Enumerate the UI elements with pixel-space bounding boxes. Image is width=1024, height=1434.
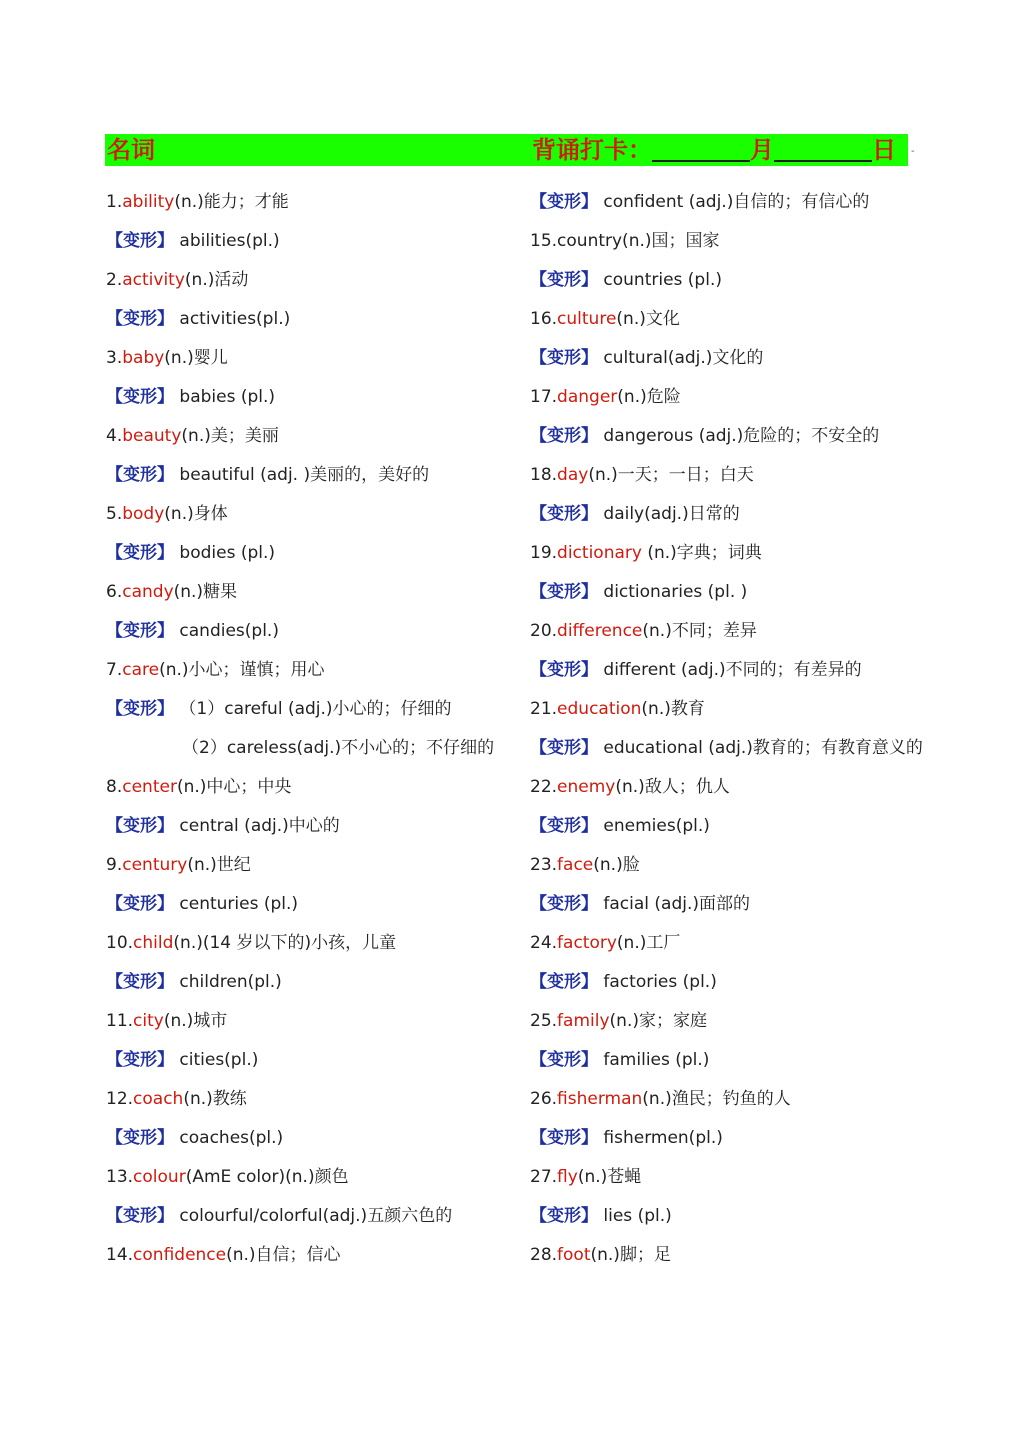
entry-number: 16.: [530, 309, 558, 329]
checkin-label: [532, 134, 896, 166]
entry-definition: (n.)(14 岁以下的)小孩，儿童: [173, 933, 397, 953]
entry-number: 1.: [106, 192, 123, 212]
variant-text: dictionaries (pl. ): [598, 582, 748, 602]
entry-number: 14.: [106, 1245, 134, 1265]
variant-text: （2）careless(adj.)不小心的；不仔细的: [182, 738, 495, 758]
entry-number: 25.: [530, 1011, 558, 1031]
day-blank: [774, 134, 872, 162]
variant-entry: [530, 963, 930, 1002]
entry-definition: (n.)教练: [183, 1089, 247, 1109]
vocab-entry: [106, 1158, 506, 1197]
variant-tag: 【变形】: [530, 192, 598, 212]
vocab-word: baby: [122, 348, 165, 368]
vocab-entry: [106, 339, 506, 378]
variant-tag: 【变形】: [106, 1128, 174, 1148]
variant-text: cultural(adj.)文化的: [598, 348, 764, 368]
entry-definition: (n.)美；美丽: [181, 426, 279, 446]
entry-number: 13.: [106, 1167, 134, 1187]
vocab-entry: [106, 924, 506, 963]
variant-tag: 【变形】: [106, 231, 174, 251]
right-column: [530, 183, 930, 1275]
variant-text: facial (adj.)面部的: [598, 894, 751, 914]
checkin-text: 背诵打卡：: [532, 136, 652, 164]
entry-number: 3.: [106, 348, 123, 368]
section-title: 名词: [107, 136, 155, 164]
entry-number: 22.: [530, 777, 558, 797]
entry-definition: (n.)苍蝇: [577, 1167, 642, 1187]
variant-tag: 【变形】: [530, 1128, 598, 1148]
vocab-word: face: [557, 855, 594, 875]
variant-entry: [530, 1119, 930, 1158]
entry-definition: (n.)文化: [616, 309, 680, 329]
vocab-word: candy: [122, 582, 174, 602]
vocab-word: culture: [557, 309, 617, 329]
vocab-entry: [530, 1236, 930, 1275]
variant-text: candies(pl.): [174, 621, 279, 641]
variant-text: daily(adj.)日常的: [598, 504, 740, 524]
vocab-entry: [530, 1002, 930, 1041]
variant-tag: 【变形】: [106, 465, 174, 485]
variant-text: cities(pl.): [174, 1050, 259, 1070]
vocab-entry: [530, 924, 930, 963]
variant-tag: 【变形】: [106, 309, 174, 329]
entry-definition: (n.)中心；中央: [176, 777, 292, 797]
variant-tag: 【变形】: [530, 660, 598, 680]
variant-entry: [106, 963, 506, 1002]
variant-entry: [530, 417, 930, 456]
vocab-word: body: [122, 504, 165, 524]
vocab-entry: [106, 651, 506, 690]
variant-entry: [530, 1197, 930, 1236]
header-bar: [105, 134, 908, 166]
entry-number: 11.: [106, 1011, 134, 1031]
vocab-entry: [106, 417, 506, 456]
entry-number: 2.: [106, 270, 123, 290]
variant-entry: [530, 339, 930, 378]
vocab-word: family: [557, 1011, 610, 1031]
entry-number: 23.: [530, 855, 558, 875]
vocab-word: city: [133, 1011, 164, 1031]
variant-tag: 【变形】: [530, 894, 598, 914]
entry-number: 7.: [106, 660, 123, 680]
variant-tag: 【变形】: [530, 972, 598, 992]
entry-definition: (n.)小心；谨慎；用心: [159, 660, 325, 680]
entry-definition: (n.)城市: [163, 1011, 228, 1031]
vocab-word: child: [133, 933, 174, 953]
vocab-entry: [106, 573, 506, 612]
month-blank: [652, 134, 750, 162]
entry-number: 9.: [106, 855, 123, 875]
vocab-word: fisherman: [557, 1089, 643, 1109]
entry-definition: (n.)身体: [164, 504, 228, 524]
variant-entry: [106, 1119, 506, 1158]
vocab-entry: [106, 261, 506, 300]
variant-tag: 【变形】: [530, 582, 598, 602]
vocab-entry: [530, 456, 930, 495]
variant-text: central (adj.)中心的: [174, 816, 340, 836]
vocab-word: center: [122, 777, 177, 797]
variant-entry: [106, 222, 506, 261]
variant-text: families (pl.): [598, 1050, 710, 1070]
variant-text: colourful/colorful(adj.)五颜六色的: [174, 1206, 453, 1226]
vocab-word: foot: [557, 1245, 591, 1265]
vocab-entry: [530, 300, 930, 339]
variant-text: bodies (pl.): [174, 543, 276, 563]
variant-tag: 【变形】: [106, 894, 174, 914]
variant-tag: 【变形】: [530, 816, 598, 836]
variant-tag: 【变形】: [530, 1206, 598, 1226]
vocab-word: fly: [557, 1167, 578, 1187]
variant-entry: [530, 183, 930, 222]
vocab-word: dictionary: [557, 543, 642, 563]
vocab-entry: [106, 768, 506, 807]
vocab-word: coach: [133, 1089, 184, 1109]
variant-entry: [106, 534, 506, 573]
entry-number: 19.: [530, 543, 558, 563]
variant-tag: 【变形】: [106, 543, 174, 563]
entry-number: 8.: [106, 777, 123, 797]
variant-entry: [530, 573, 930, 612]
variant-text: abilities(pl.): [174, 231, 280, 251]
vocab-entry: [106, 495, 506, 534]
variant-tag: 【变形】: [530, 348, 598, 368]
entry-number: 17.: [530, 387, 558, 407]
variant-entry: [106, 300, 506, 339]
variant-tag: 【变形】: [106, 621, 174, 641]
vocab-word: ability: [122, 192, 175, 212]
entry-definition: (n.)工厂: [616, 933, 681, 953]
variant-entry: [530, 495, 930, 534]
variant-text: enemies(pl.): [598, 816, 710, 836]
vocab-entry: [530, 1158, 930, 1197]
vocab-word: colour: [133, 1167, 186, 1187]
variant-text: beautiful (adj. )美丽的，美好的: [174, 465, 430, 485]
variant-text: centuries (pl.): [174, 894, 299, 914]
variant-tag: 【变形】: [106, 1206, 174, 1226]
header-tail-mark: -: [911, 146, 915, 157]
vocab-word: day: [557, 465, 589, 485]
entry-definition: (n.)危险: [617, 387, 681, 407]
variant-text: lies (pl.): [598, 1206, 672, 1226]
entry-definition: (n.)敌人；仇人: [615, 777, 730, 797]
variant-tag: 【变形】: [106, 1050, 174, 1070]
entry-definition: (n.)能力；才能: [174, 192, 289, 212]
variant-entry: [106, 1041, 506, 1080]
variant-entry: [530, 651, 930, 690]
variant-text: activities(pl.): [174, 309, 291, 329]
entry-definition: (n.)不同；差异: [642, 621, 757, 641]
vocab-entry: [530, 612, 930, 651]
vocab-word: education: [557, 699, 642, 719]
entry-number: 20.: [530, 621, 558, 641]
entry-number: 10.: [106, 933, 134, 953]
variant-tag: 【变形】: [530, 738, 598, 758]
vocab-entry: [530, 1080, 930, 1119]
day-label: 日: [872, 136, 896, 164]
vocab-word: difference: [557, 621, 643, 641]
vocab-entry: [530, 378, 930, 417]
variant-entry: [106, 885, 506, 924]
variant-entry: [106, 612, 506, 651]
variant-text: confident (adj.)自信的；有信心的: [598, 192, 870, 212]
entry-number: 6.: [106, 582, 123, 602]
entry-definition: (n.)糖果: [173, 582, 238, 602]
variant-entry: [530, 1041, 930, 1080]
entry-definition: (n.)字典；词典: [641, 543, 762, 563]
entry-definition: (n.)渔民；钓鱼的人: [642, 1089, 791, 1109]
entry-number: 15.: [530, 231, 558, 251]
variant-tag: 【变形】: [530, 504, 598, 524]
variant-entry: [530, 885, 930, 924]
entry-number: 28.: [530, 1245, 558, 1265]
variant-text: countries (pl.): [598, 270, 722, 290]
variant-entry: [106, 807, 506, 846]
vocab-entry: [530, 768, 930, 807]
entry-number: 27.: [530, 1167, 558, 1187]
vocab-word: activity: [122, 270, 185, 290]
entry-number: 26.: [530, 1089, 558, 1109]
entry-number: 5.: [106, 504, 123, 524]
variant-tag: 【变形】: [106, 387, 174, 407]
vocab-entry: [106, 1080, 506, 1119]
variant-tag: 【变形】: [530, 1050, 598, 1070]
entry-number: 24.: [530, 933, 558, 953]
variant-entry: [530, 261, 930, 300]
entry-number: 21.: [530, 699, 558, 719]
variant-continuation: [106, 729, 506, 768]
vocab-entry: [530, 222, 930, 261]
variant-entry: [106, 378, 506, 417]
entry-definition: (n.)家；家庭: [609, 1011, 707, 1031]
entry-definition: (n.)自信；信心: [226, 1245, 341, 1265]
entry-number: 18.: [530, 465, 558, 485]
vocab-word: factory: [557, 933, 617, 953]
entry-definition: (n.)活动: [184, 270, 249, 290]
vocab-entry: [530, 690, 930, 729]
vocab-word: care: [122, 660, 160, 680]
variant-entry: [106, 1197, 506, 1236]
variant-text: dangerous (adj.)危险的；不安全的: [598, 426, 880, 446]
vocab-entry: [530, 846, 930, 885]
variant-text: factories (pl.): [598, 972, 717, 992]
entry-definition: (n.)婴儿: [164, 348, 228, 368]
vocab-word: enemy: [557, 777, 616, 797]
entry-definition: (AmE color)(n.)颜色: [185, 1167, 349, 1187]
variant-entry: [106, 690, 506, 729]
vocab-word: danger: [557, 387, 618, 407]
vocab-word: century: [122, 855, 188, 875]
entry-definition: (n.)脸: [593, 855, 640, 875]
entry-definition: (n.)教育: [641, 699, 705, 719]
variant-text: children(pl.): [174, 972, 282, 992]
month-label: 月: [750, 136, 774, 164]
vocab-word: beauty: [122, 426, 182, 446]
variant-text: educational (adj.)教育的；有教育意义的: [598, 738, 923, 758]
entry-definition: (n.)世纪: [187, 855, 251, 875]
left-column: [106, 183, 506, 1275]
entry-definition: (n.)脚；足: [590, 1245, 671, 1265]
variant-tag: 【变形】: [106, 699, 174, 719]
variant-tag: 【变形】: [530, 270, 598, 290]
variant-text: fishermen(pl.): [598, 1128, 723, 1148]
vocab-entry: [106, 183, 506, 222]
vocab-entry: [106, 1002, 506, 1041]
variant-tag: 【变形】: [106, 972, 174, 992]
variant-text: coaches(pl.): [174, 1128, 284, 1148]
vocab-entry: [530, 534, 930, 573]
vocab-word: confidence: [133, 1245, 227, 1265]
variant-text: （1）careful (adj.)小心的；仔细的: [174, 699, 452, 719]
vocab-entry: [106, 1236, 506, 1275]
variant-tag: 【变形】: [106, 816, 174, 836]
entry-number: 4.: [106, 426, 123, 446]
variant-entry: [106, 456, 506, 495]
variant-entry: [530, 807, 930, 846]
variant-text: different (adj.)不同的；有差异的: [598, 660, 862, 680]
vocab-entry: [106, 846, 506, 885]
variant-entry: [530, 729, 930, 768]
entry-definition: (n.)一天；一日；白天: [588, 465, 754, 485]
entry-definition: country(n.)国；国家: [557, 231, 720, 251]
entry-number: 12.: [106, 1089, 134, 1109]
variant-tag: 【变形】: [530, 426, 598, 446]
variant-text: babies (pl.): [174, 387, 276, 407]
